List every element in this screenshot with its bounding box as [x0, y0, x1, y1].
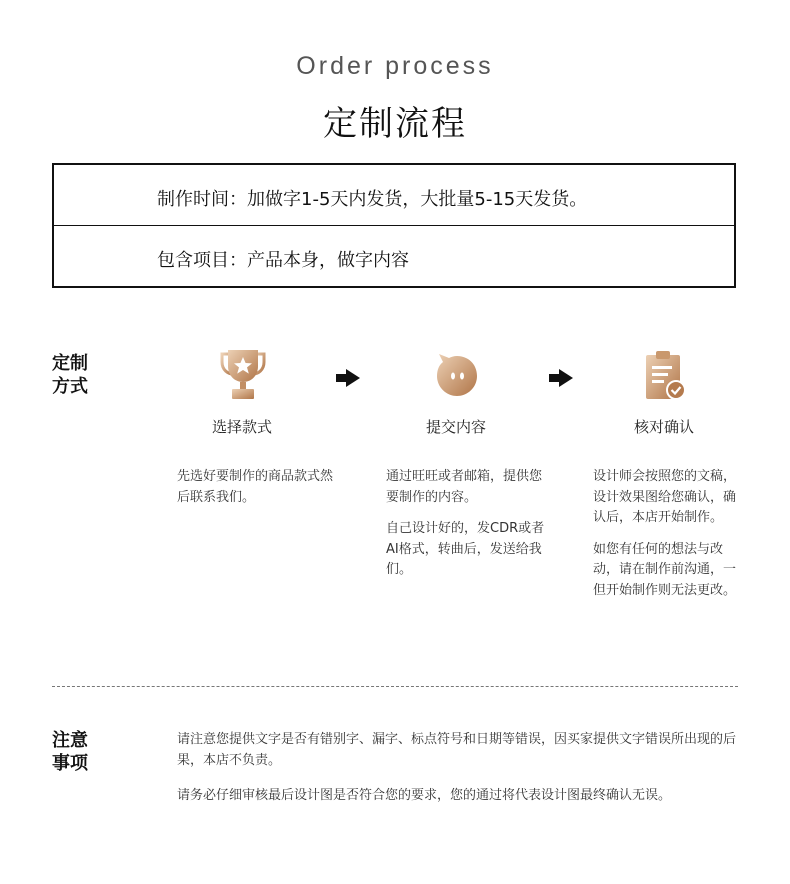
step-2-paragraph: 通过旺旺或者邮箱，提供您要制作的内容。 — [386, 469, 543, 505]
method-label — [52, 352, 102, 398]
step-1-paragraph: 先选好要制作的商品款式然后联系我们。 — [177, 469, 334, 505]
includes-text: 包含项目：产品本身，做字内容 — [157, 250, 409, 271]
chat-bubble-icon — [435, 352, 479, 398]
arrow-right-icon — [549, 369, 573, 387]
step-2-title: 提交内容 — [425, 418, 486, 436]
clipboard-check-icon — [644, 350, 688, 402]
step-3-paragraph: 设计师会按照您的文稿，设计效果图给您确认，确认后，本店开始制作。 — [593, 469, 737, 525]
note-item: 请务必仔细审核最后设计图是否符合您的要求，您的通过将代表设计图最终确认无误。 — [177, 788, 672, 803]
trophy-icon — [219, 348, 267, 402]
step-3-description — [593, 467, 745, 612]
note-item: 请注意您提供文字是否有错别字、漏字、标点符号和日期等错误，因买家提供文字错误所出现的后果，本店不负责。 — [177, 732, 737, 768]
step-2-paragraph: 自己设计好的，发CDR或者AI格式，转曲后，发送给我们。 — [386, 521, 545, 577]
step-2-description — [386, 467, 546, 592]
production-time-row — [54, 165, 734, 226]
notes-label — [52, 729, 102, 775]
notes-label-line1: 注意 — [52, 730, 88, 751]
dashed-divider — [52, 686, 738, 687]
includes-row — [54, 226, 734, 287]
method-label-line1: 定制 — [52, 353, 88, 374]
step-1-description — [177, 467, 337, 519]
step-1-title: 选择款式 — [211, 418, 272, 436]
production-time-text: 制作时间：加做字1-5天内发货，大批量5-15天发货。 — [157, 189, 588, 210]
arrow-right-icon — [336, 369, 360, 387]
step-3-title: 核对确认 — [633, 418, 694, 436]
info-box — [52, 163, 736, 288]
step-3-paragraph: 如您有任何的想法与改动，请在制作前沟通，一但开始制作则无法更改。 — [593, 541, 737, 598]
notes-label-line2: 事项 — [52, 753, 88, 774]
header-title-en: Order process — [296, 52, 494, 80]
header-title-cn: 定制流程 — [323, 104, 467, 144]
method-label-line2: 方式 — [52, 376, 88, 397]
